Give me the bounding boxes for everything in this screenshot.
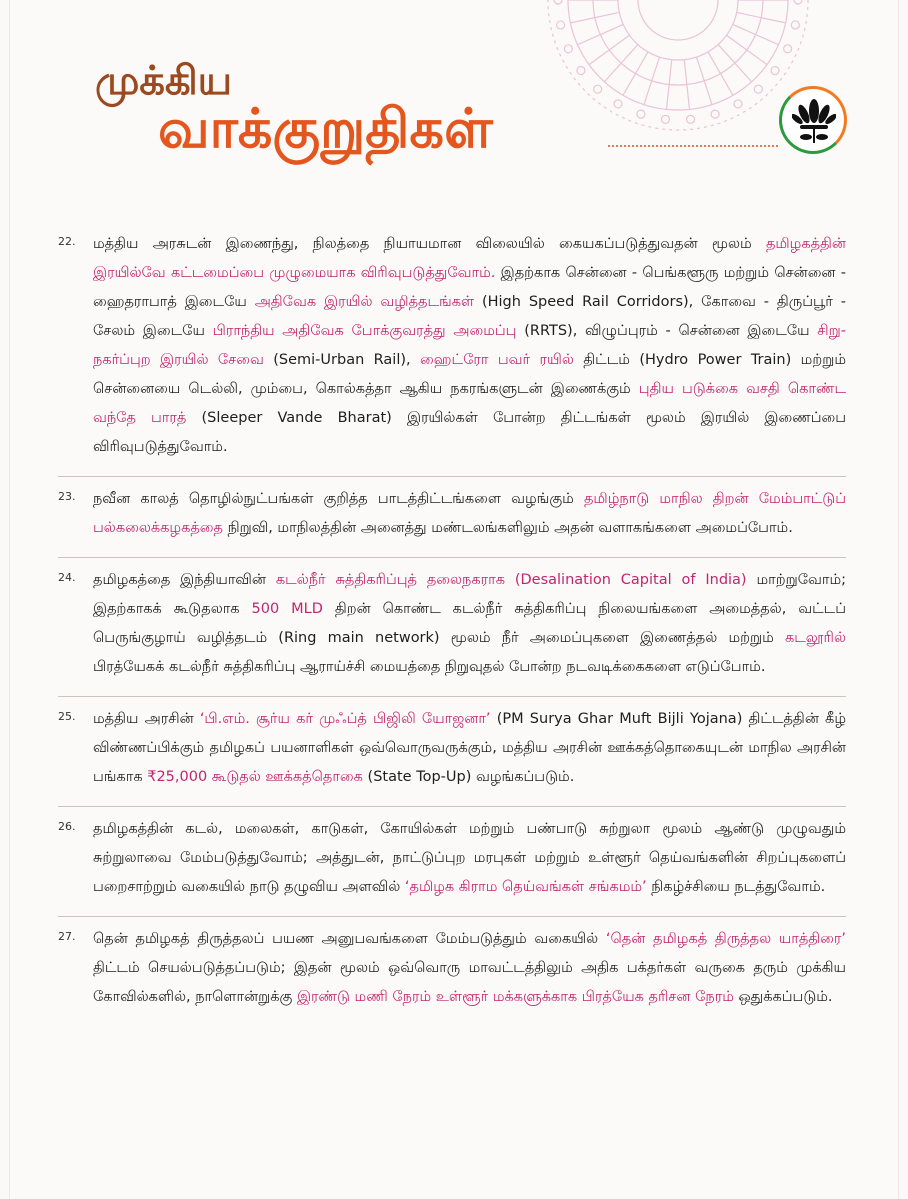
highlight-text: ஹைட்ரோ பவர் ரயில் bbox=[420, 352, 574, 368]
highlight-text: புதிய படுக்கை வசதி கொண்ட வந்தே பாரத் bbox=[93, 381, 846, 426]
list-item bbox=[58, 558, 846, 697]
highlight-text: தமிழகத்தின் இரயில்வே கட்டமைப்பை முழுமையாக விரிவுபடுத்துவோம். bbox=[93, 236, 846, 281]
body-text: (State Top-Up) வழங்கப்படும். bbox=[362, 769, 575, 785]
highlight-text: சிறு-நகர்ப்புற இரயில் சேவை bbox=[93, 323, 846, 368]
promises-list bbox=[58, 222, 846, 1026]
item-text bbox=[93, 566, 846, 682]
body-text: திட்டம் (Hydro Power Train) மற்றும் சென்னையை டெல்லி, மும்பை, கொல்கத்தா ஆகிய நகரங்களுடன் இணைக்கும் bbox=[93, 352, 846, 397]
item-text bbox=[93, 485, 846, 543]
list-item bbox=[58, 807, 846, 917]
highlight-text: ‘தமிழக கிராம தெய்வங்கள் சங்கமம்’ bbox=[404, 879, 647, 895]
body-text: திட்டம் செயல்படுத்தப்படும்; இதன் மூலம் ஒவ்வொரு மாவட்டத்திலும் அதிக பக்தர்கள் வருகை தரும் முக்கிய கோவில்களில், நாளொன்றுக்கு bbox=[93, 960, 846, 1005]
body-text: ஒதுக்கப்படும். bbox=[733, 989, 833, 1005]
body-text: (Sleeper Vande Bharat) இரயில்கள் போன்ற திட்டங்கள் மூலம் இரயில் இணைப்பை விரிவுபடுத்துவோம். bbox=[93, 410, 846, 455]
body-text: தென் தமிழகத் திருத்தலப் பயண அனுபவங்களை மேம்படுத்தும் வகையில் bbox=[93, 931, 606, 947]
item-text bbox=[93, 705, 846, 792]
body-text: நிறுவி, மாநிலத்தின் அனைத்து மண்டலங்களிலும் அதன் வளாகங்களை அமைப்போம். bbox=[222, 520, 793, 536]
highlight-text: இரண்டு மணி நேரம் உள்ளூர் மக்களுக்காக பிரத்யேக தரிசன நேரம் bbox=[296, 989, 734, 1005]
body-text: (RRTS), விழுப்புரம் - சென்னை இடையே bbox=[516, 323, 818, 339]
item-text bbox=[93, 230, 846, 462]
item-number: 24. bbox=[58, 571, 76, 584]
highlight-text: பிராந்திய அதிவேக போக்குவரத்து அமைப்பு bbox=[212, 323, 517, 339]
body-text: (High Speed Rail Corridors), கோவை - திருப்பூர் - சேலம் இடையே bbox=[93, 294, 846, 339]
body-text: நிகழ்ச்சியை நடத்துவோம். bbox=[646, 879, 826, 895]
body-text: பிரத்யேகக் கடல்நீர் சுத்திகரிப்பு ஆராய்ச்சி மையத்தை நிறுவுதல் போன்ற நடவடிக்கைகளை எடுப்போம். bbox=[93, 659, 766, 675]
body-text: மாற்றுவோம்; இதற்காகக் கூடுதலாக bbox=[93, 572, 846, 617]
lotus-icon bbox=[792, 97, 836, 145]
item-number: 26. bbox=[58, 820, 76, 833]
body-text: தமிழகத்தை இந்தியாவின் bbox=[93, 572, 276, 588]
title-divider bbox=[608, 145, 778, 147]
highlight-text: கடலூரில் bbox=[784, 630, 846, 646]
body-text: மத்திய அரசின் bbox=[93, 711, 200, 727]
highlight-text: ‘தென் தமிழகத் திருத்தல யாத்திரை’ bbox=[605, 931, 846, 947]
item-number: 23. bbox=[58, 490, 76, 503]
item-text bbox=[93, 925, 846, 1012]
highlight-text: தமிழ்நாடு மாநில திறன் மேம்பாட்டுப் பல்கலைக்கழகத்தை bbox=[93, 491, 847, 536]
item-number: 25. bbox=[58, 710, 76, 723]
highlight-text: கடல்நீர் சுத்திகரிப்புத் தலைநகராக (Desalination Capital of India) bbox=[275, 572, 747, 588]
body-text: நவீன காலத் தொழில்நுட்பங்கள் குறித்த பாடத்திட்டங்களை வழங்கும் bbox=[93, 491, 584, 507]
body-text: (Semi-Urban Rail), bbox=[263, 352, 421, 368]
highlight-text: ‘பி.எம். சூர்ய கர் முஃப்த் பிஜிலி யோஜனா’ bbox=[199, 711, 491, 727]
body-text: மத்திய அரசுடன் இணைந்து, நிலத்தை நியாயமான விலையில் கையகப்படுத்துவதன் மூலம் bbox=[93, 236, 766, 252]
item-number: 27. bbox=[58, 930, 76, 943]
body-text: தமிழகத்தின் கடல், மலைகள், காடுகள், கோயில்கள் மற்றும் பண்பாடு சுற்றுலா மூலம் ஆண்டு முழுவதும் சுற்றுலாவை மேம்படுத்துவோம்; அத்துடன், நாட்டுப்புற மரபுகள் மற்றும் உள்ளூர் தெய்வங்களின் சிறப்புகளைப் பறைசாற்றும் வகையில் நாடு தழுவிய அளவில் bbox=[93, 821, 846, 895]
highlight-text: 500 MLD bbox=[251, 601, 323, 617]
party-logo bbox=[779, 86, 847, 154]
body-text: (PM Surya Ghar Muft Bijli Yojana) திட்டத்தின் கீழ் விண்ணப்பிக்கும் தமிழகப் பயனாளிகள் ஒவ்வொருவருக்கும், மத்திய அரசின் ஊக்கத்தொகையுடன் மாநில அரசின் பங்காக bbox=[93, 711, 846, 785]
list-item bbox=[58, 477, 846, 558]
title-line-2: வாக்குறுதிகள் bbox=[158, 97, 493, 160]
item-text bbox=[93, 815, 846, 902]
body-text: இதற்காக சென்னை - பெங்களூரு மற்றும் சென்னை - ஹைதராபாத் இடையே bbox=[93, 265, 846, 310]
item-number: 22. bbox=[58, 235, 76, 248]
list-item bbox=[58, 917, 846, 1026]
list-item bbox=[58, 697, 846, 807]
list-item bbox=[58, 222, 846, 477]
highlight-text: அதிவேக இரயில் வழித்தடங்கள் bbox=[254, 294, 475, 310]
highlight-text: ₹25,000 கூடுதல் ஊக்கத்தொகை bbox=[147, 769, 363, 785]
body-text: திறன் கொண்ட கடல்நீர் சுத்திகரிப்பு நிலையங்களை அமைத்தல், வட்டப் பெருங்குழாய் வழித்தடம் (Ring main network) மூலம் நீர் அமைப்புகளை இணைத்தல் மற்றும் bbox=[93, 601, 846, 646]
title-line-1: முக்கிய bbox=[95, 58, 233, 104]
